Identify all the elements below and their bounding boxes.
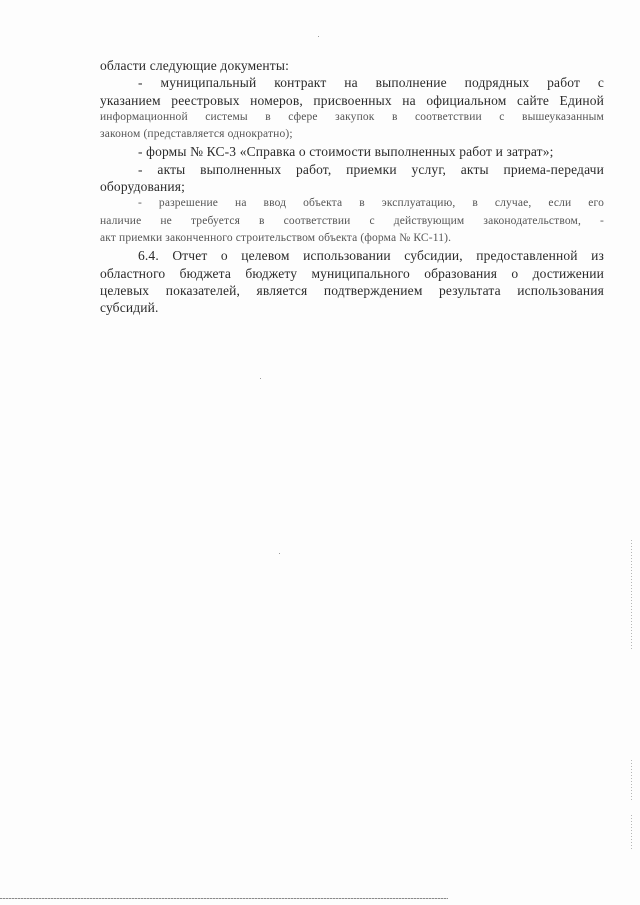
scan-edge-mark [631,760,632,800]
document-line: законом (представляется однократно); [100,128,293,141]
document-line: - разрешение на ввод объекта в эксплуатацию, в случае, если его [138,197,604,210]
document-line: акт приемки законченного строительством объекта (форма № КС-11). [100,231,452,244]
scan-speck [260,378,261,379]
document-line: области следующие документы: [100,58,289,73]
scan-speck [318,36,319,37]
document-line: наличие не требуется в соответствии с действующим законодательством, - [100,214,604,227]
document-line: областного бюджета бюджету муниципального образования о достижении [100,265,604,281]
scan-bottom-edge [0,898,448,899]
scan-speck [279,553,280,554]
document-line: информационной системы в сфере закупок в соответствии с вышеуказанным [100,110,604,123]
document-body [100,57,604,316]
document-line: указанием реестровых номеров, присвоенных на официальном сайте Единой [100,92,604,108]
document-line: 6.4. Отчет о целевом использовании субсидии, предоставленной из [138,248,604,264]
scan-edge-mark [631,540,632,650]
document-line: оборудования; [100,179,186,195]
document-line: - муниципальный контракт на выполнение подрядных работ с [138,75,604,91]
document-line: - акты выполненных работ, приемки услуг, акты приема-передачи [138,161,604,177]
document-line: целевых показателей, является подтверждением результата использования [100,282,604,298]
scan-edge-mark [631,815,632,850]
document-line: субсидий. [100,300,159,316]
document-line: - формы № КС-3 «Справка о стоимости выполненных работ и затрат»; [138,144,554,160]
